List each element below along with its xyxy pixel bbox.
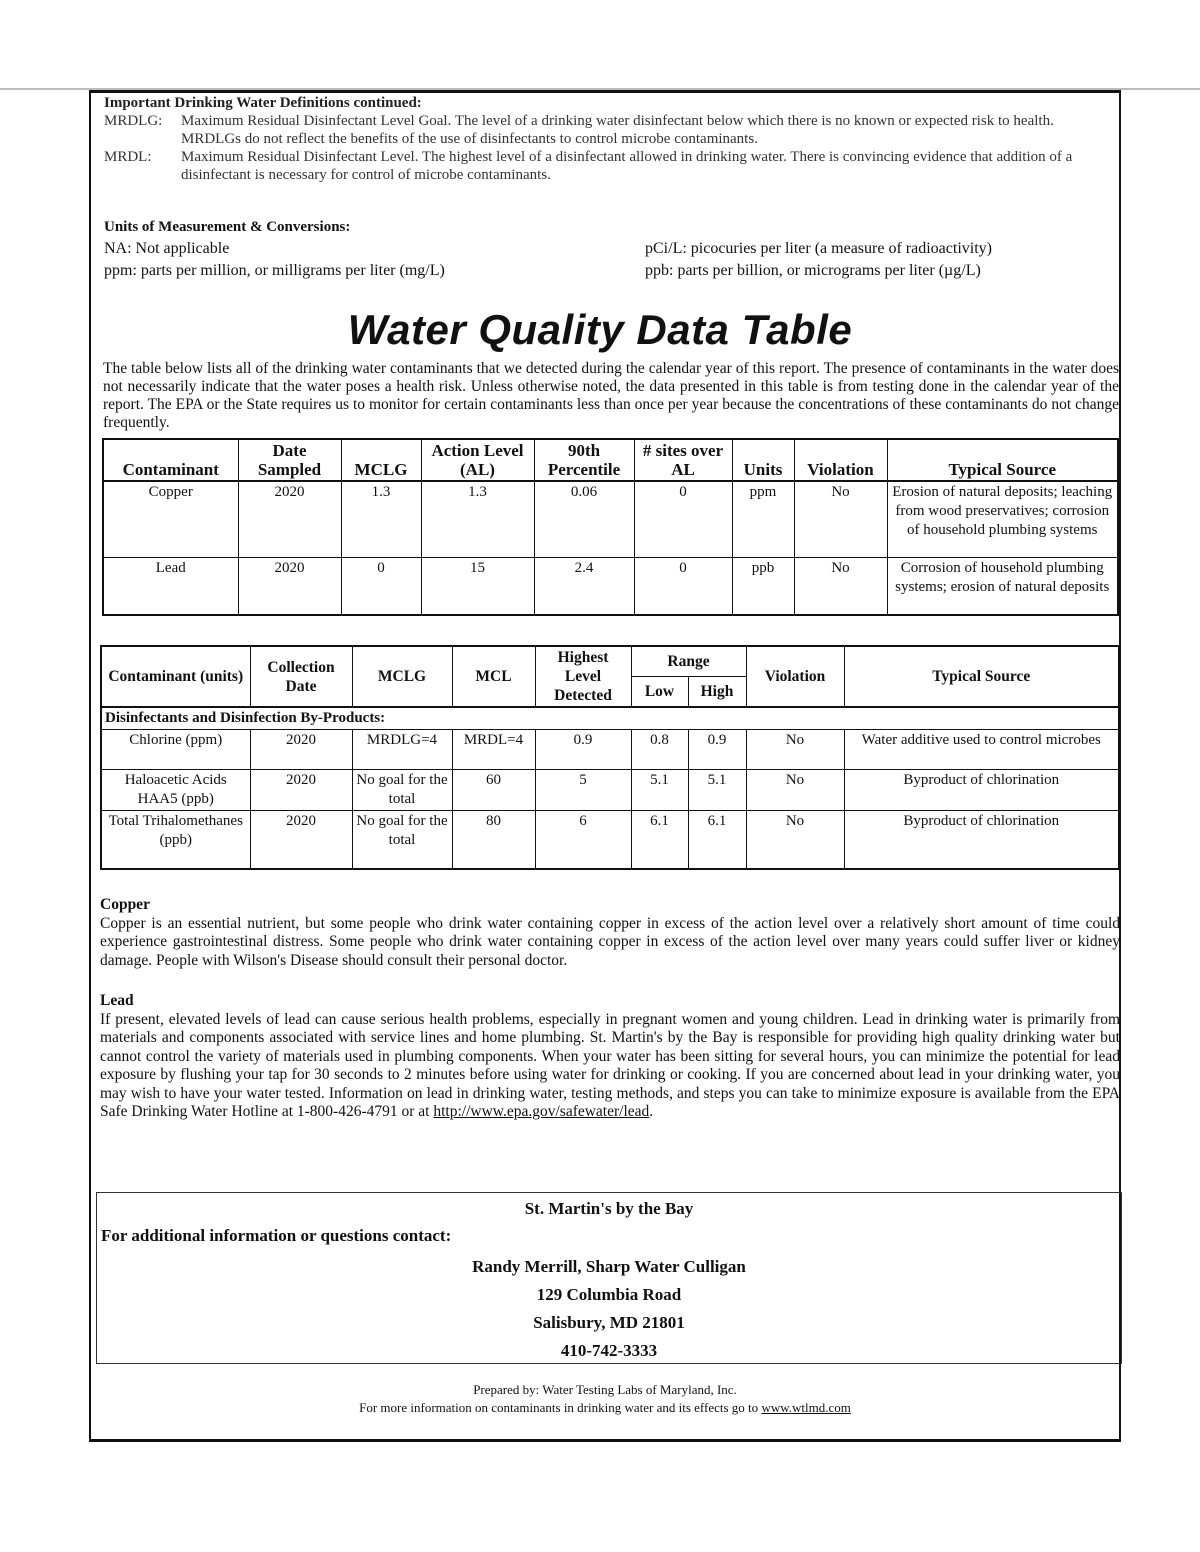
table-cell: 2020: [250, 811, 352, 869]
table-row: [103, 481, 1118, 557]
table-cell: 0.9: [688, 730, 746, 770]
col-sites-over-al: # sites over AL: [634, 439, 732, 481]
contact-prompt: For additional information or questions contact:: [101, 1226, 452, 1245]
table-cell: 0: [634, 481, 732, 557]
table-cell: 6.1: [631, 811, 688, 869]
unit-ppb: ppb: parts per billion, or micrograms per liter (µg/L): [645, 262, 981, 279]
col-collection-date: Collection Date: [250, 646, 352, 707]
table-cell: 2.4: [534, 557, 634, 615]
table-cell: 2020: [250, 770, 352, 811]
table-cell: No: [746, 811, 844, 869]
table-cell: No goal for the total: [352, 811, 452, 869]
unit-na: NA: Not applicable: [104, 240, 230, 257]
table-cell: Total Trihalomethanes (ppb): [101, 811, 250, 869]
water-system-name: St. Martin's by the Bay: [524, 1199, 694, 1218]
contact-box: [96, 1192, 1122, 1364]
col-range-high: High: [688, 677, 746, 708]
wtlmd-link[interactable]: www.wtlmd.com: [761, 1400, 851, 1415]
intro-paragraph: The table below lists all of the drinking water contaminants that we detected during the calendar year of this report. The presence of contaminants in the water does not necessarily indicate that the water poses a health risk. Unless otherwise noted, the data presented in this table is from testing done in the calendar year of the report. The EPA or the State requires us to monitor for certain contaminants less than once per year because the concentrations of these contaminants do not change frequently.: [103, 360, 1119, 431]
prepared-by: Prepared by: Water Testing Labs of Maryland, Inc.: [473, 1382, 737, 1397]
col-typical-source: Typical Source: [887, 439, 1118, 481]
table-row: [103, 557, 1118, 615]
table-cell: Erosion of natural deposits; leaching from wood preservatives; corrosion of household plumbing systems: [887, 481, 1118, 557]
col-90th-percentile: 90th Percentile: [534, 439, 634, 481]
lead-text: If present, elevated levels of lead can cause serious health problems, especially in pregnant women and young children. Lead in drinking water is primarily from materials and components associated with service lines and home plumbing. St. Martin's by the Bay is responsible for providing high quality drinking water but cannot control the variety of materials used in plumbing components. When your water has been sitting for several hours, you can minimize the potential for lead exposure by flushing your tap for 30 seconds to 2 minutes before using water for drinking or cooking. If you are concerned about lead in your drinking water, you may wish to have your water tested. Information on lead in drinking water, testing methods, and steps you can take to minimize exposure is available from the EPA Safe Drinking Water Hotline at 1-800-426-4791 or at: [100, 1010, 1120, 1120]
disinfectants-table: [100, 645, 1120, 870]
table-cell: 6.1: [688, 811, 746, 869]
table-cell: No: [746, 770, 844, 811]
definitions-heading: Important Drinking Water Definitions continued:: [104, 95, 422, 111]
lead-copper-table: [102, 438, 1119, 616]
table-row: [101, 811, 1119, 869]
col-contaminant: Contaminant: [103, 439, 238, 481]
table-row: [101, 730, 1119, 770]
table-cell: No goal for the total: [352, 770, 452, 811]
footer: [0, 1381, 1200, 1417]
col-mclg: MCLG: [341, 439, 421, 481]
table-cell: Chlorine (ppm): [101, 730, 250, 770]
col-action-level: Action Level (AL): [421, 439, 534, 481]
table-cell: Copper: [103, 481, 238, 557]
table-cell: 6: [535, 811, 631, 869]
col-highest-level: Highest Level Detected: [535, 646, 631, 707]
table-cell: 80: [452, 811, 535, 869]
table-header-row: [101, 646, 1119, 677]
table-cell: 5.1: [688, 770, 746, 811]
definition-mrdl: [104, 148, 1114, 184]
contact-city: Salisbury, MD 21801: [533, 1313, 685, 1332]
copper-text: Copper is an essential nutrient, but some people who drink water containing copper in excess of the action level over a relatively short amount of time could experience gastrointestinal distress. Some people who drink water containing copper in excess of the action level over many years could suffer liver or kidney damage. People with Wilson's Disease should consult their personal doctor.: [100, 914, 1120, 969]
table-section-row: [101, 707, 1119, 730]
contact-phone: 410-742-3333: [560, 1341, 658, 1360]
table-cell: 15: [421, 557, 534, 615]
col-violation: Violation: [746, 646, 844, 707]
contact-name: Randy Merrill, Sharp Water Culligan: [472, 1257, 746, 1276]
col-mcl: MCL: [452, 646, 535, 707]
units-section: [104, 216, 1114, 282]
col-date-sampled: Date Sampled: [238, 439, 341, 481]
table-cell: 5: [535, 770, 631, 811]
table-cell: 0: [634, 557, 732, 615]
table-cell: 2020: [250, 730, 352, 770]
epa-lead-link[interactable]: http://www.epa.gov/safewater/lead: [433, 1103, 650, 1120]
definition-term: MRDLG:: [104, 113, 163, 129]
table-cell: MRDLG=4: [352, 730, 452, 770]
col-mclg: MCLG: [352, 646, 452, 707]
footer-more-text: For more information on contaminants in drinking water and its effects go to: [359, 1400, 762, 1415]
table-cell: 2020: [238, 481, 341, 557]
table-cell: Water additive used to control microbes: [844, 730, 1119, 770]
table-cell: Lead: [103, 557, 238, 615]
lead-paragraph: [100, 1011, 1120, 1122]
table-cell: 0.9: [535, 730, 631, 770]
col-units: Units: [732, 439, 794, 481]
contact-street: 129 Columbia Road: [536, 1285, 682, 1304]
table-cell: 0: [341, 557, 421, 615]
col-typical-source: Typical Source: [844, 646, 1119, 707]
definition-mrdlg: [104, 112, 1114, 148]
definitions-section: [104, 94, 1114, 184]
table-cell: ppb: [732, 557, 794, 615]
definition-text: Maximum Residual Disinfectant Level. The highest level of a disinfectant allowed in drinking water. There is convincing evidence that addition of a disinfectant is necessary for control of microbe contaminants.: [181, 149, 1073, 183]
table-cell: Byproduct of chlorination: [844, 770, 1119, 811]
table-cell: No: [794, 557, 887, 615]
table-cell: 5.1: [631, 770, 688, 811]
col-contaminant-units: Contaminant (units): [101, 646, 250, 707]
table-cell: 0.06: [534, 481, 634, 557]
table-header-row: [103, 439, 1118, 481]
copper-section: [100, 896, 1120, 970]
table-cell: MRDL=4: [452, 730, 535, 770]
table-cell: No: [746, 730, 844, 770]
page-title: Water Quality Data Table: [347, 306, 853, 353]
table-cell: 2020: [238, 557, 341, 615]
table-cell: ppm: [732, 481, 794, 557]
col-range: Range: [631, 646, 746, 677]
unit-pci: pCi/L: picocuries per liter (a measure of radioactivity): [645, 240, 992, 257]
definition-term: MRDL:: [104, 149, 152, 165]
table-cell: 0.8: [631, 730, 688, 770]
unit-ppm: ppm: parts per million, or milligrams per liter (mg/L): [104, 262, 445, 279]
lead-text-end: .: [649, 1103, 654, 1120]
table-cell: Byproduct of chlorination: [844, 811, 1119, 869]
table-cell: No: [794, 481, 887, 557]
table-cell: Haloacetic Acids HAA5 (ppb): [101, 770, 250, 811]
col-range-low: Low: [631, 677, 688, 708]
col-violation: Violation: [794, 439, 887, 481]
table-cell: 1.3: [421, 481, 534, 557]
table-cell: 60: [452, 770, 535, 811]
section-label: Disinfectants and Disinfection By-Products:: [101, 707, 1119, 730]
table-cell: 1.3: [341, 481, 421, 557]
units-heading: Units of Measurement & Conversions:: [104, 219, 351, 235]
table-cell: Corrosion of household plumbing systems; erosion of natural deposits: [887, 557, 1118, 615]
copper-heading: Copper: [100, 896, 150, 913]
definition-text: Maximum Residual Disinfectant Level Goal. The level of a drinking water disinfectant below which there is no known or expected risk to health. MRDLGs do not reflect the benefits of the use of disinfectants to control microbe contaminants.: [181, 113, 1054, 147]
lead-heading: Lead: [100, 992, 134, 1009]
table-row: [101, 770, 1119, 811]
lead-section: [100, 992, 1120, 1122]
footer-more-info: [0, 1399, 1200, 1417]
